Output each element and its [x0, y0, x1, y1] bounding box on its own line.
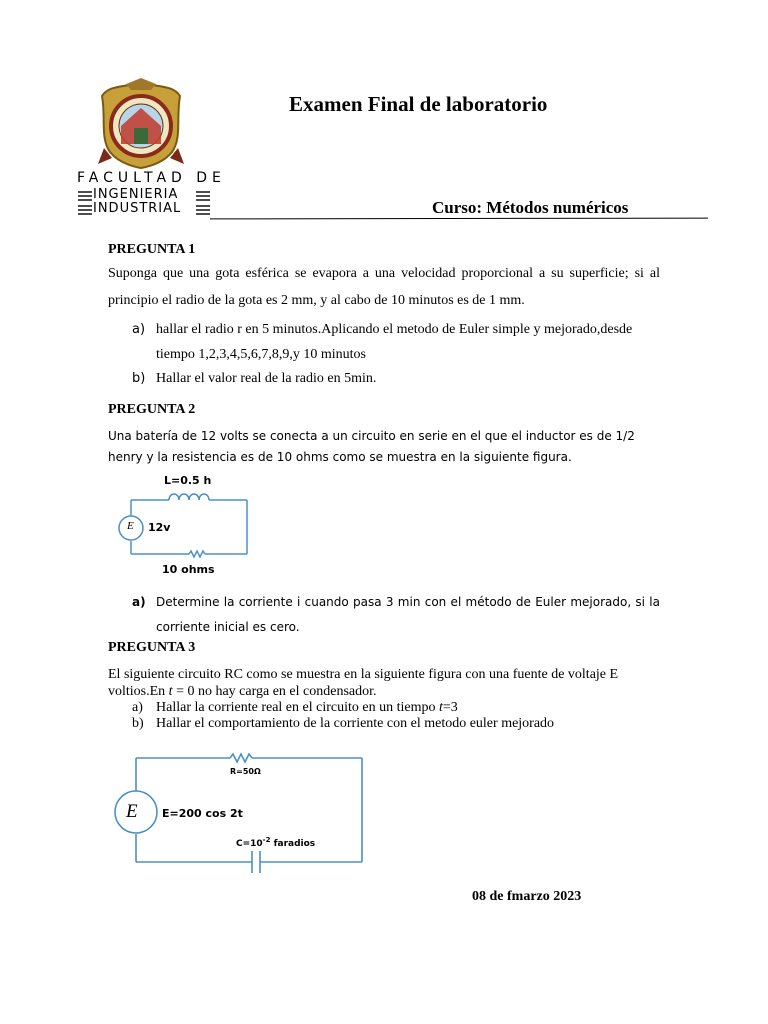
resistor-zigzag	[230, 754, 252, 762]
question-1-heading: PREGUNTA 1	[108, 242, 196, 257]
inductor-coil	[169, 494, 209, 500]
text-segment: faradios	[270, 839, 316, 849]
inductor-label: L=0.5 h	[164, 474, 212, 487]
question-3-text-line2	[108, 684, 377, 700]
resistor-zigzag	[189, 551, 205, 557]
exponent: -2	[262, 836, 271, 844]
header-divider	[210, 218, 708, 220]
text-segment: =3	[442, 700, 458, 715]
rc-capacitor-label	[236, 836, 315, 849]
item-text: Hallar el comportamiento de la corriente con el metodo euler mejorado	[156, 716, 555, 731]
text-segment: voltios.En	[108, 684, 169, 699]
question-2-heading: PREGUNTA 2	[108, 402, 196, 417]
item-text	[156, 700, 458, 716]
resistor-label: 10 ohms	[162, 563, 215, 576]
variable-t: t	[168, 684, 173, 699]
question-2-item-a	[132, 590, 660, 640]
text-segment: = 0 no hay carga en el condensador.	[172, 684, 377, 699]
rc-source-value: E=200 cos 2t	[162, 807, 243, 820]
logo-text-industrial: INDUSTRIAL	[93, 201, 182, 216]
question-1-item-a	[132, 317, 660, 367]
item-text: Hallar el valor real de la radio en 5min.	[156, 371, 377, 386]
source-value: 12v	[148, 521, 171, 534]
text-segment: Hallar la corriente real en el circuito en un tiempo	[156, 700, 439, 715]
source-symbol: E	[127, 520, 134, 532]
question-3-item-a	[132, 700, 458, 716]
logo-text-faculty: FACULTAD DE	[77, 170, 226, 186]
rc-source-symbol: E	[126, 801, 138, 822]
item-text: hallar el radio r en 5 minutos.Aplicando el metodo de Euler simple y mejorado,desde tiempo 1,2,3,4,5,6,7,8,9,y 10 minutos	[156, 322, 633, 362]
item-label: b)	[132, 716, 144, 731]
question-1-item-b	[132, 366, 660, 391]
variable-t: t	[438, 700, 443, 715]
question-3-item-b	[132, 716, 555, 732]
item-label: b)	[132, 371, 146, 386]
item-label: a)	[132, 595, 146, 609]
page-title: Examen Final de laboratorio	[289, 92, 548, 116]
logo-text-engineering: INGENIERIA	[93, 187, 179, 202]
item-text: Determine la corriente i cuando pasa 3 min con el método de Euler mejorado, si la corriente inicial es cero.	[156, 595, 660, 634]
question-3-heading: PREGUNTA 3	[108, 640, 196, 655]
question-1-text: Suponga que una gota esférica se evapora a una velocidad proporcional a su superficie; si al principio el radio de la gota es 2 mm, y al cabo de 10 minutos es de 1 mm.	[108, 266, 660, 308]
text-segment: C=10	[236, 839, 263, 849]
rc-resistor-label: R=50Ω	[230, 767, 261, 776]
course-name: Curso: Métodos numéricos	[432, 198, 629, 217]
item-label: a)	[132, 700, 143, 715]
university-seal-logo	[96, 78, 186, 170]
question-2-text: Una batería de 12 volts se conecta a un circuito en serie en el que el inductor es de 1/2 henry y la resistencia es de 10 ohms como se muestra en la siguiente figura.	[108, 429, 635, 464]
item-label: a)	[132, 322, 146, 337]
exam-date: 08 de fmarzo 2023	[472, 889, 582, 904]
question-3-text-line1: El siguiente circuito RC como se muestra en la siguiente figura con una fuente de voltaje E	[108, 667, 619, 682]
